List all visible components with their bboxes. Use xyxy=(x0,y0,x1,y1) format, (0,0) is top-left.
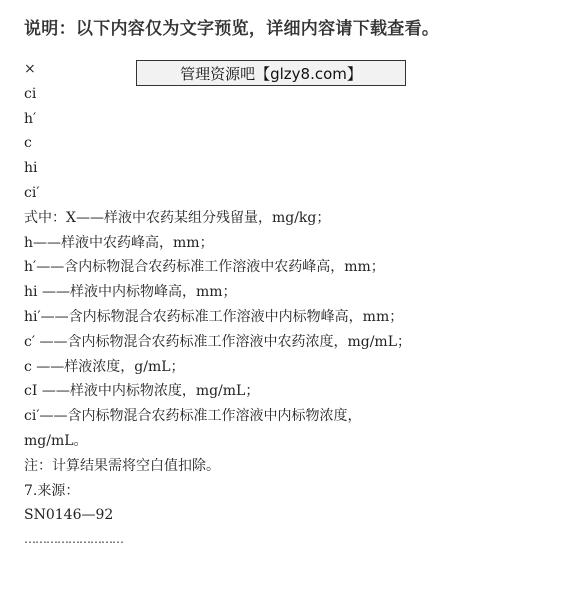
definition-ci: cI ——样液中内标物浓度，mg/mL； xyxy=(24,383,260,400)
definition-ci-prime-unit: mg/mL。 xyxy=(24,432,88,449)
source-heading: 7.来源： xyxy=(24,482,80,499)
site-banner[interactable]: 管理资源吧【glzy8.com】 xyxy=(136,60,406,86)
truncation-ellipsis: ……………………… xyxy=(24,532,123,546)
definition-h: h——样液中农药峰高，mm； xyxy=(24,234,214,251)
definition-hi-prime: hi′——含内标物混合农药标准工作溶液中内标物峰高，mm； xyxy=(24,308,404,325)
definition-h-prime: h′——含内标物混合农药标准工作溶液中农药峰高，mm； xyxy=(24,259,385,276)
formula-line-ci-prime: ci′ xyxy=(24,184,40,201)
formula-line-ci: ci xyxy=(24,85,37,102)
document-text xyxy=(24,57,411,528)
definition-hi: hi ——样液中内标物峰高，mm； xyxy=(24,284,237,301)
definition-c: c ——样液浓度，g/mL； xyxy=(24,358,185,375)
formula-line-h-prime: h′ xyxy=(24,110,37,127)
note: 注：计算结果需将空白值扣除。 xyxy=(24,457,220,474)
preview-notice: 说明：以下内容仅为文字预览，详细内容请下载查看。 xyxy=(24,19,440,39)
definition-c-prime: c′ ——含内标物混合农药标准工作溶液中农药浓度，mg/mL； xyxy=(24,333,411,350)
formula-line-multiply: × xyxy=(24,61,36,77)
formula-line-hi: hi xyxy=(24,160,38,177)
formula-line-c: c xyxy=(24,135,32,152)
definition-ci-prime: ci′——含内标物混合农药标准工作溶液中内标物浓度， xyxy=(24,408,362,425)
source-standard: SN0146—92 xyxy=(24,507,114,524)
definition-x: 式中：X——样液中农药某组分残留量，mg/kg； xyxy=(24,209,331,226)
